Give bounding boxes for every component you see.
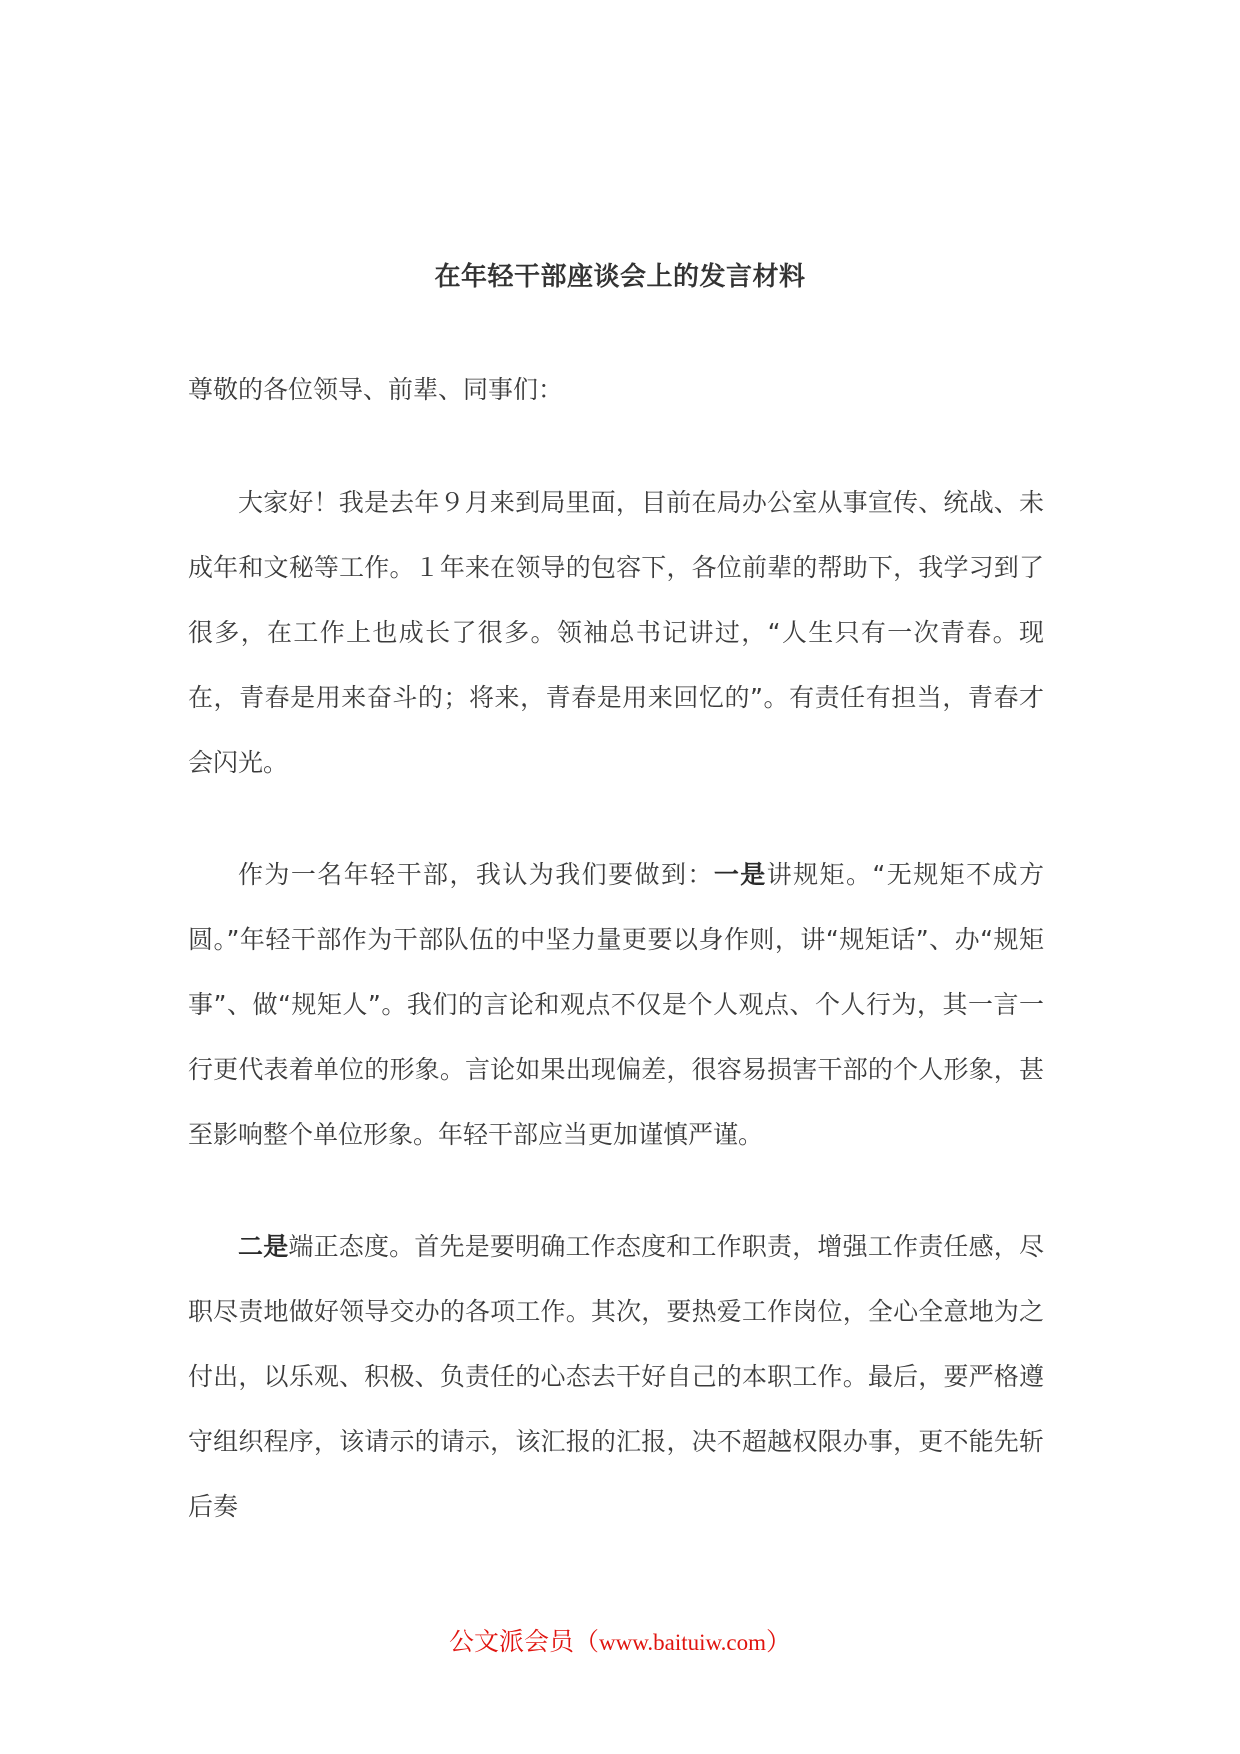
paragraph-text: 端正态度。首先是要明确工作态度和工作职责，增强工作责任感，尽职尽责地做好领导交办的各项工作。其次，要热爱工作岗位，全心全意地为之付出，以乐观、积极、负责任的心态去干好自己的本职工作。最后，要严格遵守组织程序，该请示的请示，该汇报的汇报，决不超越权限办事，更不能先斩后奏 (188, 1232, 1044, 1521)
point-marker: 二是 (238, 1232, 289, 1261)
footer-open-paren: （ (574, 1627, 600, 1656)
point-marker: 一是 (713, 860, 767, 889)
document-title: 在年轻干部座谈会上的发言材料 (434, 262, 806, 292)
footer-label: 公文派会员 (449, 1627, 575, 1656)
paragraph-point-two (188, 1214, 1044, 1539)
paragraph-intro (188, 470, 1044, 795)
footer-watermark (0, 1622, 1240, 1658)
footer-url[interactable]: www.baituiw.com (599, 1630, 766, 1655)
paragraph-text: 讲规矩。“无规矩不成方圆。”年轻干部作为干部队伍的中坚力量更要以身作则，讲“规矩话”、办“规矩事”、做“规矩人”。我们的言论和观点不仅是个人观点、个人行为，其一言一行更代表着单位的形象。言论如果出现偏差，很容易损害干部的个人形象，甚至影响整个单位形象。年轻干部应当更加谨慎严谨。 (188, 860, 1044, 1149)
paragraph-point-one (188, 842, 1044, 1167)
salutation: 尊敬的各位领导、前辈、同事们： (188, 375, 564, 404)
paragraph-text: 大家好！我是去年９月来到局里面，目前在局办公室从事宣传、统战、未成年和文秘等工作。１年来在领导的包容下，各位前辈的帮助下，我学习到了很多，在工作上也成长了很多。领袖总书记讲过，“人生只有一次青春。现在，青春是用来奋斗的；将来，青春是用来回忆的”。有责任有担当，青春才会闪光。 (188, 488, 1044, 777)
footer-close-paren: ） (765, 1627, 791, 1656)
paragraph-prefix: 作为一名年轻干部，我认为我们要做到： (238, 860, 714, 889)
